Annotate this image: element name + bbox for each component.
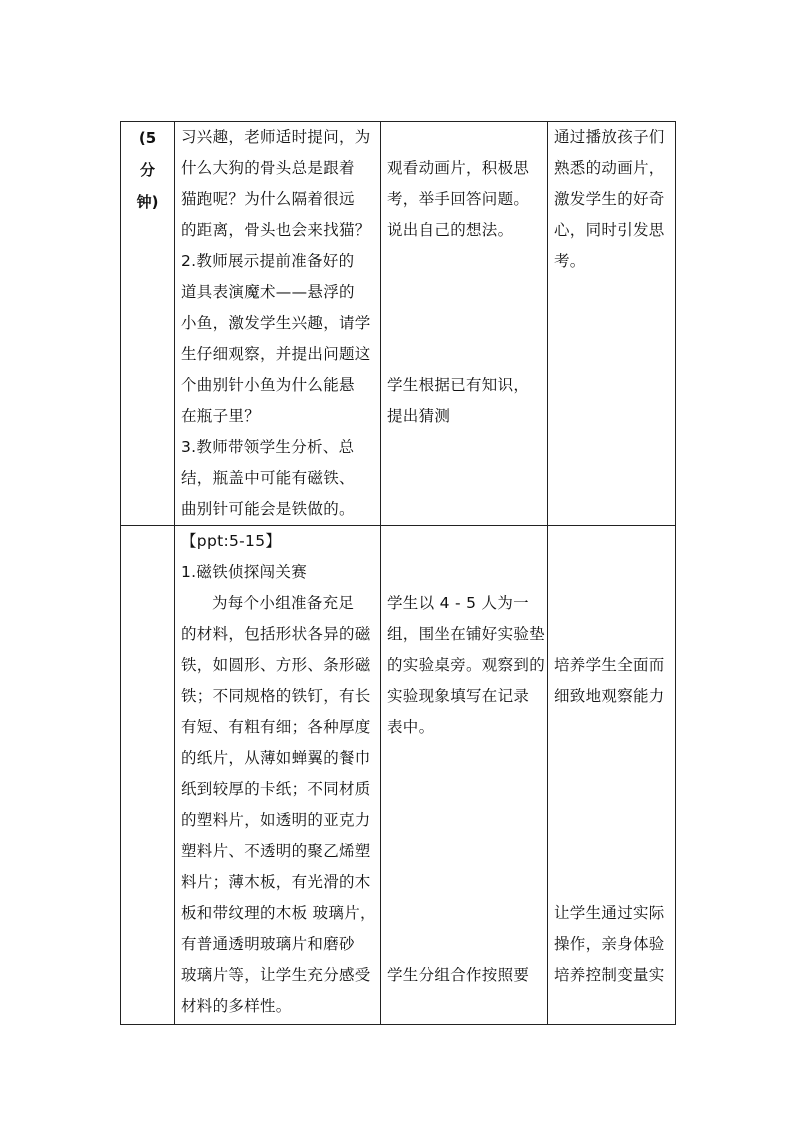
text-line: 在瓶子里？ bbox=[181, 407, 261, 425]
text-line: 的纸片，从薄如蝉翼的餐巾 bbox=[181, 749, 371, 767]
text-line: 纸到较厚的卡纸；不同材质 bbox=[181, 780, 371, 798]
time-line: (5 bbox=[138, 129, 157, 147]
text-line: 培养控制变量实 bbox=[554, 966, 665, 984]
student-activity-cell bbox=[381, 526, 548, 1025]
teacher-activity-cell bbox=[175, 526, 381, 1025]
text-line: 细致地观察能力 bbox=[554, 687, 665, 705]
text-line: 学生分组合作按照要 bbox=[387, 966, 530, 984]
text-line: 说出自己的想法。 bbox=[387, 221, 514, 239]
text-line: 的实验桌旁。观察到的 bbox=[387, 656, 546, 674]
text-line: 观看动画片，积极思 bbox=[387, 159, 530, 177]
text-line: 提出猜测 bbox=[387, 407, 451, 425]
text-line: 的距离，骨头也会来找猫？ bbox=[181, 221, 371, 239]
text-line: 的塑料片，如透明的亚克力 bbox=[181, 811, 371, 829]
text-line: 塑料片、不透明的聚乙烯塑 bbox=[181, 842, 371, 860]
text-line: 什么大狗的骨头总是跟着 bbox=[181, 159, 355, 177]
text-line: 【ppt:5-15】 bbox=[181, 532, 282, 550]
text-line: 有短、有粗有细；各种厚度 bbox=[181, 718, 371, 736]
text-line: 有普通透明玻璃片和磨砂 bbox=[181, 935, 355, 953]
text-line: 学生以 4 - 5 人为一 bbox=[387, 594, 529, 612]
table-row bbox=[121, 526, 676, 1025]
time-cell bbox=[121, 122, 175, 526]
student-activity-cell bbox=[381, 122, 548, 526]
text-line: 表中。 bbox=[387, 718, 435, 736]
text-line: 熟悉的动画片， bbox=[554, 159, 665, 177]
teacher-activity-cell bbox=[175, 122, 381, 526]
text-line: 的材料，包括形状各异的磁 bbox=[181, 625, 371, 643]
text-line: 曲别针可能会是铁做的。 bbox=[181, 500, 355, 518]
text-line: 实验现象填写在记录 bbox=[387, 687, 530, 705]
design-intent-cell bbox=[548, 526, 676, 1025]
text-line: 铁；不同规格的铁钉，有长 bbox=[181, 687, 371, 705]
text-line: 学生根据已有知识， bbox=[387, 376, 530, 394]
text-line: 为每个小组准备充足 bbox=[212, 594, 355, 612]
text-line: 料片；薄木板，有光滑的木 bbox=[181, 873, 371, 891]
text-line: 通过播放孩子们 bbox=[554, 128, 665, 146]
text-line: 猫跑呢？为什么隔着很远 bbox=[181, 190, 355, 208]
text-line: 道具表演魔术——悬浮的 bbox=[181, 283, 355, 301]
time-line: 分 bbox=[139, 161, 155, 179]
text-line: 考，举手回答问题。 bbox=[387, 190, 530, 208]
text-line: 生仔细观察，并提出问题这 bbox=[181, 345, 371, 363]
text-line: 结，瓶盖中可能有磁铁、 bbox=[181, 469, 355, 487]
text-line: 让学生通过实际 bbox=[554, 904, 665, 922]
text-line: 3.教师带领学生分析、总 bbox=[181, 438, 355, 456]
text-line: 激发学生的好奇 bbox=[554, 190, 665, 208]
lesson-plan-table bbox=[120, 121, 676, 1025]
design-intent-cell bbox=[548, 122, 676, 526]
text-line: 组，围坐在铺好实验垫 bbox=[387, 625, 546, 643]
text-line: 心，同时引发思 bbox=[554, 221, 665, 239]
time-line: 钟) bbox=[136, 193, 159, 211]
text-line: 习兴趣，老师适时提问，为 bbox=[181, 128, 371, 146]
table-row bbox=[121, 122, 676, 526]
text-line: 操作，亲身体验 bbox=[554, 935, 665, 953]
text-line: 培养学生全面而 bbox=[554, 656, 665, 674]
text-line: 个曲别针小鱼为什么能悬 bbox=[181, 376, 355, 394]
time-cell bbox=[121, 526, 175, 1025]
text-line: 考。 bbox=[554, 252, 586, 270]
text-line: 玻璃片等，让学生充分感受 bbox=[181, 966, 371, 984]
text-line: 铁，如圆形、方形、条形磁 bbox=[181, 656, 371, 674]
text-line: 板和带纹理的木板 玻璃片， bbox=[181, 904, 376, 922]
text-line: 材料的多样性。 bbox=[181, 997, 292, 1015]
text-line: 1.磁铁侦探闯关赛 bbox=[181, 563, 307, 581]
text-line: 小鱼，激发学生兴趣，请学 bbox=[181, 314, 371, 332]
text-line: 2.教师展示提前准备好的 bbox=[181, 252, 355, 270]
